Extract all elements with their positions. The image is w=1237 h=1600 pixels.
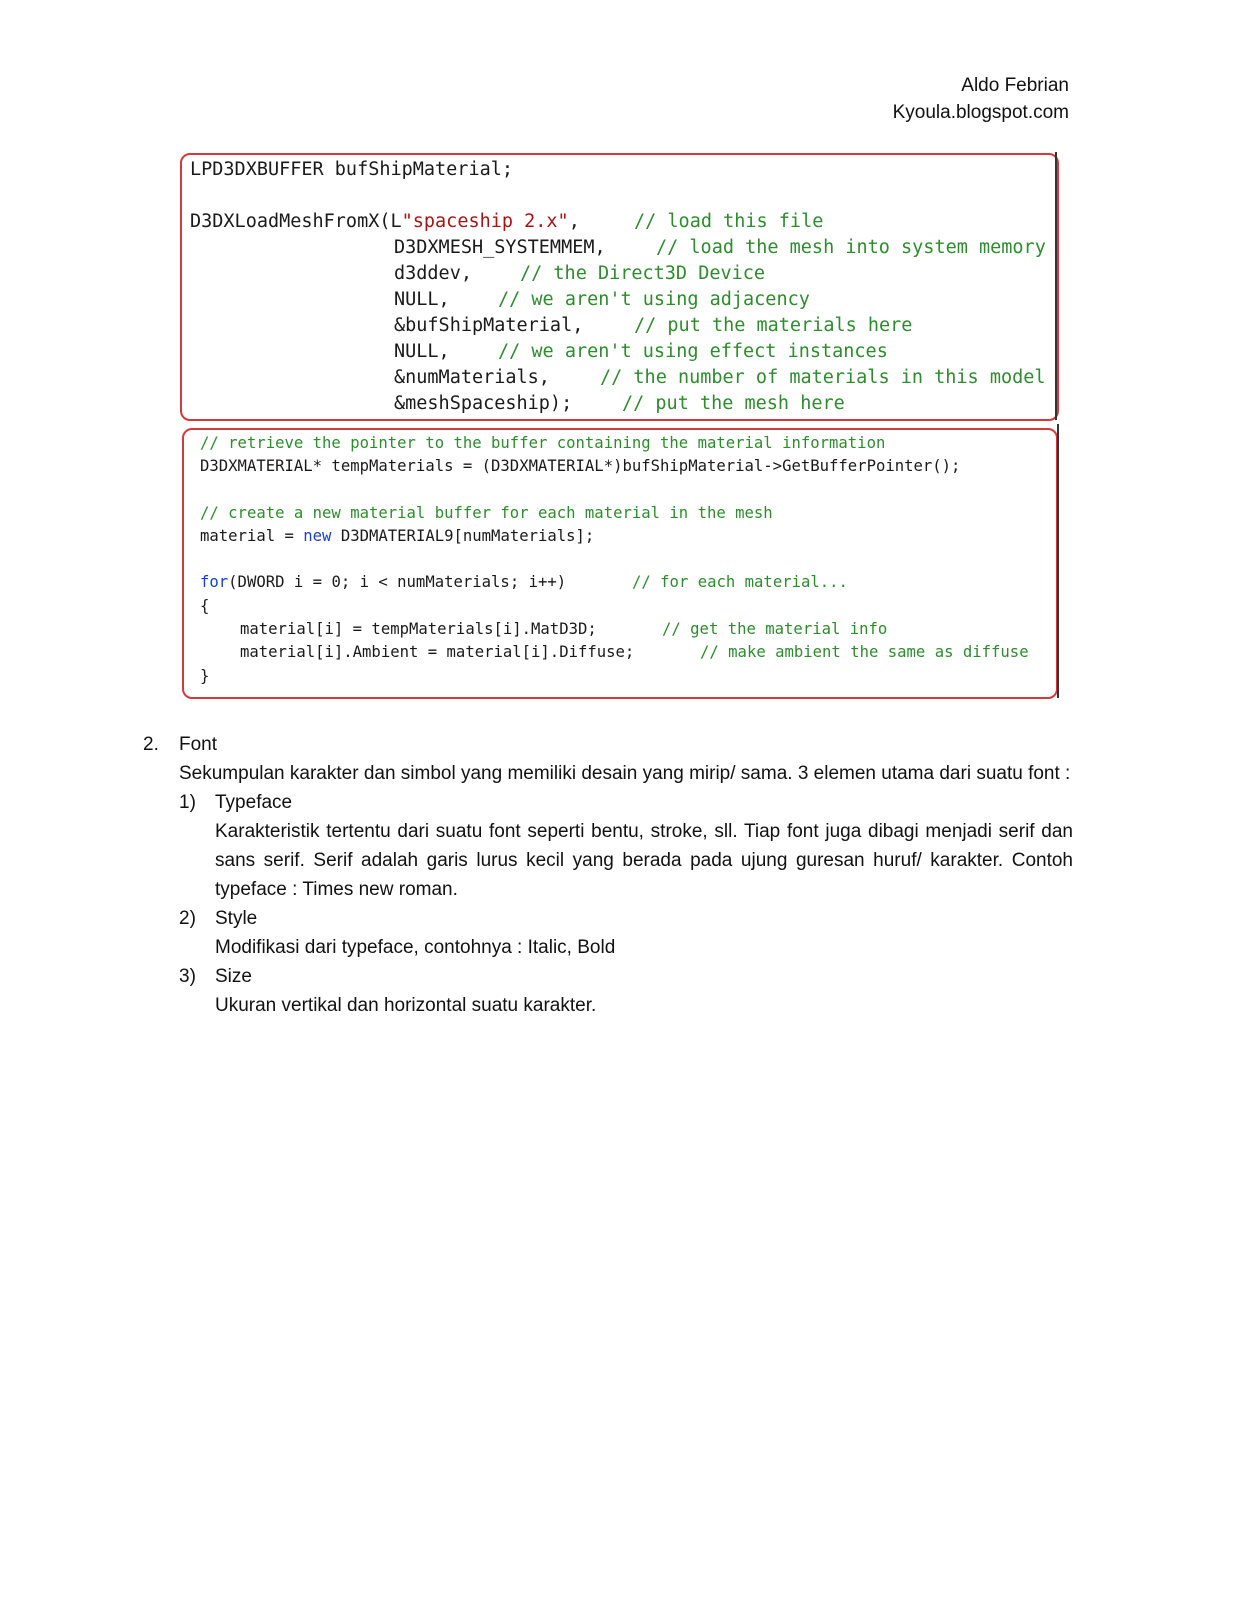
list-item [143,788,1073,817]
item-title: Style [215,908,258,929]
code-keyword: new [303,527,332,545]
code-line: material = new D3DMATERIAL9[numMaterials]; [200,527,595,545]
section-description: Sekumpulan karakter dan simbol yang memiliki desain yang mirip/ sama. 3 elemen utama dari suatu font : [179,763,1071,784]
code-comment: // make ambient the same as diffuse [700,643,1029,661]
page-header [893,72,1069,126]
code-comment: // put the materials here [634,315,913,336]
code-comment: // load the mesh into system memory [656,237,1046,258]
section-heading [143,730,1073,759]
list-item [143,962,1073,991]
item-title: Size [215,966,252,987]
section-title: Font [179,734,218,755]
code-arg: D3DXMESH_SYSTEMMEM, [394,237,606,258]
code-comment: // the number of materials in this model [600,367,1046,388]
code-comment: // retrieve the pointer to the buffer containing the material information [200,434,886,452]
code-comment: // create a new material buffer for each material in the mesh [200,504,773,522]
code-comment: // put the mesh here [622,393,845,414]
code-comment: // load this file [634,211,824,232]
item-title: Typeface [215,792,293,813]
code-arg: &meshSpaceship); [394,393,573,414]
item-number: 2) [179,908,196,929]
code-comment: // for each material... [632,573,848,591]
item-number: 3) [179,966,196,987]
item-text: Ukuran vertikal dan horizontal suatu karakter. [215,995,597,1016]
code-arg: &bufShipMaterial, [394,315,584,336]
code-comment: // the Direct3D Device [520,263,766,284]
code-brace: { [200,597,210,615]
code-keyword: for [200,573,229,591]
item-number: 1) [179,792,196,813]
code-comment: // get the material info [662,620,888,638]
code-string: "spaceship 2.x" [401,211,569,232]
code-line-decl: LPD3DXBUFFER bufShipMaterial; [190,159,514,180]
item-text: Karakteristik tertentu dari suatu font seperti bentu, stroke, sll. Tiap font juga dibagi menjadi serif dan sans serif. Serif adalah garis lurus kecil yang berada pada ujung guresan huruf/ karakter. Contoh typeface : Times new roman. [215,821,1073,900]
code-comment: // we aren't using adjacency [498,289,810,310]
code-arg: &numMaterials, [394,367,550,388]
website: Kyoula.blogspot.com [892,102,1069,123]
code-line: material[i].Ambient = material[i].Diffuse; [240,643,635,661]
code-brace: } [200,667,210,685]
divider [1057,424,1059,698]
code-block-load-mesh [180,153,1059,421]
code-line-call: D3DXLoadMeshFromX(L"spaceship 2.x", [190,211,580,232]
font-section [143,730,1073,1020]
code-arg: NULL, [394,341,450,362]
author-name: Aldo Febrian [961,75,1069,96]
item-text: Modifikasi dari typeface, contohnya : Italic, Bold [215,937,616,958]
divider [1055,152,1057,420]
code-line: D3DXMATERIAL* tempMaterials = (D3DXMATERIAL*)bufShipMaterial->GetBufferPointer(); [200,457,961,475]
list-item [143,904,1073,933]
code-arg: NULL, [394,289,450,310]
code-line: material[i] = tempMaterials[i].MatD3D; [240,620,597,638]
section-number: 2. [143,734,159,755]
code-arg: d3ddev, [394,263,472,284]
code-line: for(DWORD i = 0; i < numMaterials; i++) [200,573,567,591]
code-block-materials [182,428,1058,699]
code-comment: // we aren't using effect instances [498,341,888,362]
